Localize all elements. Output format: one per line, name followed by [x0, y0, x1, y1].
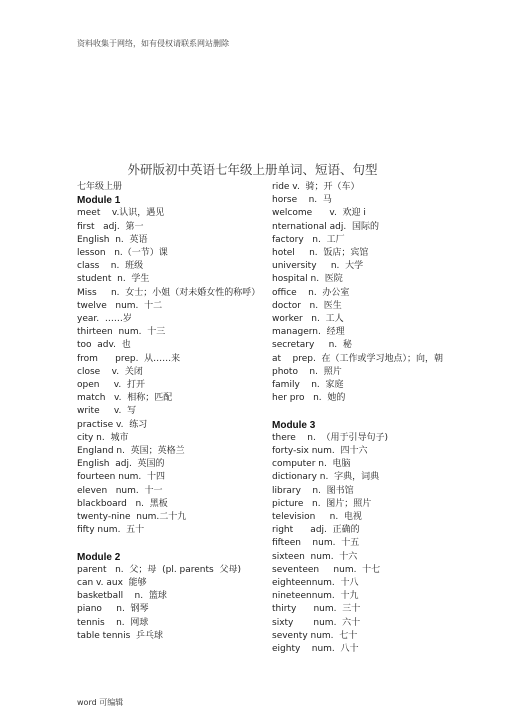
vocab-entry: her pro n. 她的 — [272, 393, 346, 404]
vocab-entry: thirty num. 三十 — [272, 604, 361, 615]
vocab-entry: worker n. 工人 — [272, 314, 344, 325]
vocab-entry: horse n. 马 — [272, 195, 332, 206]
vocab-entry: parent n. 父；母 (pl. parents 父母) — [77, 564, 241, 575]
vocab-entry: thirteen num. 十三 — [77, 327, 166, 338]
page-header: 资料收集于网络，如有侵权请联系网站删除 — [77, 39, 229, 48]
vocab-entry: Miss n. 女士；小姐（对未婚女性的称呼） — [77, 287, 261, 298]
vocab-entry: year. ……岁 — [77, 314, 132, 325]
vocab-entry: lesson n.（一节）课 — [77, 248, 168, 259]
vocab-entry: blackboard n. 黑板 — [77, 498, 168, 509]
vocab-entry: nternational adj. 国际的 — [272, 221, 379, 232]
vocab-entry: there n. （用于引导句子) — [272, 432, 389, 443]
vocab-entry: twenty-nine num.二十九 — [77, 512, 187, 523]
vocab-entry: eighteennum. 十八 — [272, 578, 359, 589]
vocab-entry: fourteen num. 十四 — [77, 472, 166, 483]
vocab-entry: close v. 关闭 — [77, 366, 143, 377]
vocab-entry: television n. 电视 — [272, 512, 362, 523]
vocab-entry: right adj. 正确的 — [272, 525, 360, 536]
vocab-entry: meet v.认识，遇见 — [77, 208, 165, 219]
vocab-entry: sixty num. 六十 — [272, 617, 361, 628]
vocab-entry: table tennis 乒乓球 — [77, 630, 164, 641]
vocab-entry: university n. 大学 — [272, 261, 364, 272]
vocab-entry: nineteennum. 十九 — [272, 591, 359, 602]
vocab-entry: sixteen num. 十六 — [272, 551, 358, 562]
vocab-entry: at prep. 在（工作或学习地点）；向，朝 — [272, 353, 444, 364]
page-footer: word 可编辑 — [77, 698, 124, 707]
vocab-entry: match v. 相称；匹配 — [77, 393, 173, 404]
vocab-entry: hospital n. 医院 — [272, 274, 343, 285]
vocab-entry: fifteen num. 十五 — [272, 538, 360, 549]
grade-subtitle: 七年级上册 — [77, 182, 123, 192]
vocab-entry: office n. 办公室 — [272, 287, 350, 298]
vocab-entry: fifty num. 五十 — [77, 525, 145, 536]
document-title: 外研版初中英语七年级上册单词、短语、句型 — [127, 162, 378, 177]
module-2-vocab-list — [77, 564, 262, 643]
vocab-entry: dictionary n. 字典，词典 — [272, 472, 380, 483]
vocab-entry: computer n. 电脑 — [272, 459, 351, 470]
vocab-entry: class n. 班级 — [77, 261, 144, 272]
module-1-vocab-list — [77, 207, 262, 537]
vocab-entry: first adj. 第一 — [77, 221, 144, 232]
vocab-entry: ride v. 骑；开（车） — [272, 182, 360, 192]
vocab-entry: English n. 英语 — [77, 234, 148, 245]
vocab-entry: from prep. 从……来 — [77, 353, 181, 364]
vocab-entry: managern. 经理 — [272, 327, 345, 338]
vocab-entry: piano n. 钢琴 — [77, 604, 149, 615]
vocab-entry: hotel n. 饭店；宾馆 — [272, 248, 369, 259]
vocab-entry: seventy num. 七十 — [272, 630, 358, 641]
module-2-heading: Module 2 — [77, 551, 121, 563]
vocab-entry: basketball n. 篮球 — [77, 591, 167, 602]
module-1-heading: Module 1 — [77, 195, 121, 207]
vocab-entry: photo n. 照片 — [272, 366, 342, 377]
module-3-vocab-list — [272, 432, 472, 656]
vocab-entry: twelve num. 十二 — [77, 300, 163, 311]
vocab-entry: city n. 城市 — [77, 432, 129, 443]
module-3-heading: Module 3 — [272, 419, 316, 431]
vocab-entry: eighty num. 八十 — [272, 644, 359, 655]
vocab-entry: England n. 英国；英格兰 — [77, 446, 185, 457]
vocab-entry: doctor n. 医生 — [272, 300, 342, 311]
vocab-entry: write v. 写 — [77, 406, 137, 417]
vocab-entry: can v. aux 能够 — [77, 578, 147, 589]
vocab-entry: library n. 图书馆 — [272, 485, 354, 496]
vocab-entry: too adv. 也 — [77, 340, 131, 351]
vocab-entry: factory n. 工厂 — [272, 234, 345, 245]
left-column — [77, 181, 262, 643]
vocab-entry: family n. 家庭 — [272, 380, 344, 391]
right-column — [272, 181, 472, 656]
vocab-entry: welcome v. 欢迎 i — [272, 208, 366, 219]
vocab-entry: secretary n. 秘 — [272, 340, 352, 351]
vocab-entry: practise v. 练习 — [77, 419, 148, 430]
vocab-entry: open v. 打开 — [77, 380, 145, 391]
module-2-continued-vocab-list — [272, 181, 472, 405]
vocab-entry: tennis n. 网球 — [77, 617, 149, 628]
vocab-entry: English adj. 英国的 — [77, 459, 165, 470]
vocab-entry: eleven num. 十一 — [77, 485, 163, 496]
vocab-entry: student n. 学生 — [77, 274, 150, 285]
vocab-entry: forty-six num. 四十六 — [272, 446, 368, 457]
vocab-entry: picture n. 图片；照片 — [272, 498, 372, 509]
vocab-entry: seventeen num. 十七 — [272, 564, 381, 575]
